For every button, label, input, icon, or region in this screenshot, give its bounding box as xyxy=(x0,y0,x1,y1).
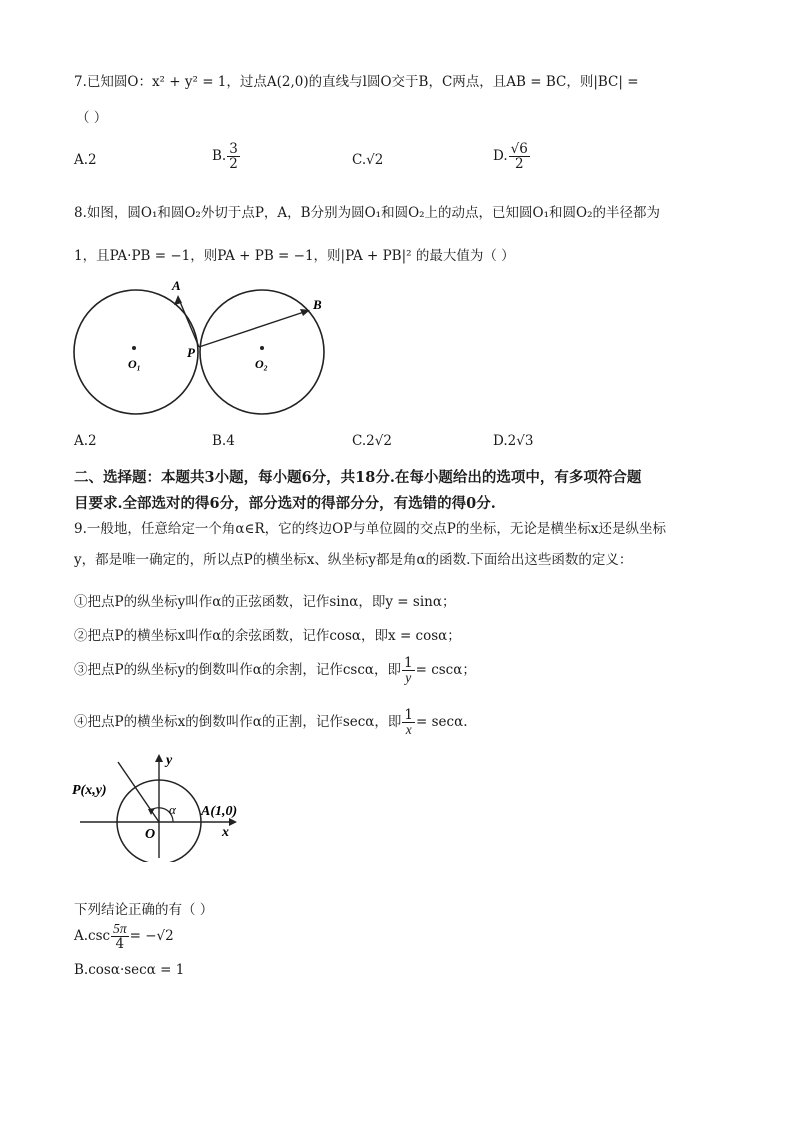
y-axis-arrow xyxy=(155,754,163,762)
label-o: O xyxy=(145,827,156,842)
q7-stem: 7.已知圆O：x² + y² = 1，过点A(2,0)的直线与l圆O交于B，C两点，且AB = BC，则|BC| = xyxy=(74,74,639,90)
q9-def3-suffix: = cscα； xyxy=(415,662,476,679)
arrow-b xyxy=(300,309,310,316)
q9-option-a-num: 5π xyxy=(113,921,127,936)
q9-def3-num: 1 xyxy=(404,655,413,671)
q9-option-a-suffix: = −√2 xyxy=(129,928,174,945)
q9-def4-num: 1 xyxy=(404,707,414,723)
q9-def3 xyxy=(74,656,476,685)
q9-def3-text: ③把点P的纵坐标y的倒数叫作α的余割，记作cscα，即 xyxy=(74,662,401,679)
q8-stem-line1: 8.如图，圆O₁和圆O₂外切于点P，A，B分别为圆O₁和圆O₂上的动点，已知圆O₁和圆O₂的半径都为 xyxy=(74,205,661,221)
q8-figure xyxy=(70,275,332,420)
x-axis-arrow xyxy=(229,818,237,826)
q9-stem-line1: 9.一般地，任意给定一个角α∈R，它的终边OP与单位圆的交点P的坐标，无论是横坐标x还是纵坐标 xyxy=(74,521,667,537)
section2-heading-line1: 二、选择题：本题共3小题，每小题6分，共18分.在每小题给出的选项中，有多项符合题 xyxy=(74,469,642,486)
q9-def4-text: ④把点P的横坐标x的倒数叫作α的正割，记作secα，即 xyxy=(74,714,402,731)
q9-stem-line2: y，都是唯一确定的，所以点P的横坐标x、纵坐标y都是角α的函数.下面给出这些函数的定义： xyxy=(74,552,633,568)
q9-def4-den: x xyxy=(405,722,412,738)
q7-option-b-label: B. xyxy=(212,148,227,165)
segment-pa xyxy=(178,297,199,347)
q7-answer-paren: （ ） xyxy=(76,110,108,126)
q9-option-a-den: 4 xyxy=(115,936,125,953)
center-o2-dot xyxy=(260,346,264,350)
q7-option-b-num: 3 xyxy=(229,141,238,157)
q7-option-a: A.2 xyxy=(74,152,97,168)
q7-option-d-num: √6 xyxy=(510,141,528,157)
q9-def3-den: y xyxy=(405,670,412,686)
label-a: A xyxy=(172,278,181,293)
q9-def2: ②把点P的横坐标x叫作α的余弦函数，记作cosα，即x = cosα； xyxy=(74,628,461,644)
label-p: P(x,y) xyxy=(72,783,107,798)
label-p: P xyxy=(187,345,195,360)
q9-option-b: B.cosα·secα = 1 xyxy=(74,962,185,978)
q7-option-b xyxy=(212,142,241,171)
terminal-side-op xyxy=(118,762,159,822)
q9-option-a-label: A.csc xyxy=(74,928,111,945)
center-o1-dot xyxy=(132,346,136,350)
q9-def4-suffix: = secα. xyxy=(416,714,468,731)
q9-prompt: 下列结论正确的有（ ） xyxy=(74,902,214,918)
q9-def1: ①把点P的纵坐标y叫作α的正弦函数，记作sinα，即y = sinα； xyxy=(74,594,456,610)
label-y: y xyxy=(166,753,173,768)
label-b: B xyxy=(313,297,322,312)
label-x: x xyxy=(222,825,229,840)
q8-option-d: D.2√3 xyxy=(493,433,534,449)
q7-option-d xyxy=(493,142,531,171)
q7-option-d-den: 2 xyxy=(514,156,524,173)
q9-unit-circle-figure xyxy=(70,750,270,862)
q9-def4 xyxy=(74,708,468,737)
q9-option-a xyxy=(74,922,174,951)
q7-option-c: C.√2 xyxy=(352,152,384,168)
label-o2: O₂ xyxy=(255,357,268,371)
q7-option-b-den: 2 xyxy=(229,156,238,173)
label-alpha: α xyxy=(169,802,176,817)
label-o1: O₁ xyxy=(128,357,141,371)
q8-option-a: A.2 xyxy=(74,433,97,449)
label-a: A(1,0) xyxy=(201,804,238,819)
section2-heading-line2: 目要求.全部选对的得6分，部分选对的得部分分，有选错的得0分. xyxy=(74,495,496,512)
q8-stem-line2: 1，且PA·PB = −1，则PA + PB = −1，则|PA + PB|² 的最大值为（ ） xyxy=(74,248,515,264)
circle-o2 xyxy=(200,290,324,414)
segment-pb xyxy=(199,311,307,347)
q7-option-d-label: D. xyxy=(493,148,508,165)
q8-option-b: B.4 xyxy=(212,433,235,449)
q8-option-c: C.2√2 xyxy=(352,433,392,449)
circle-o1 xyxy=(74,290,198,414)
